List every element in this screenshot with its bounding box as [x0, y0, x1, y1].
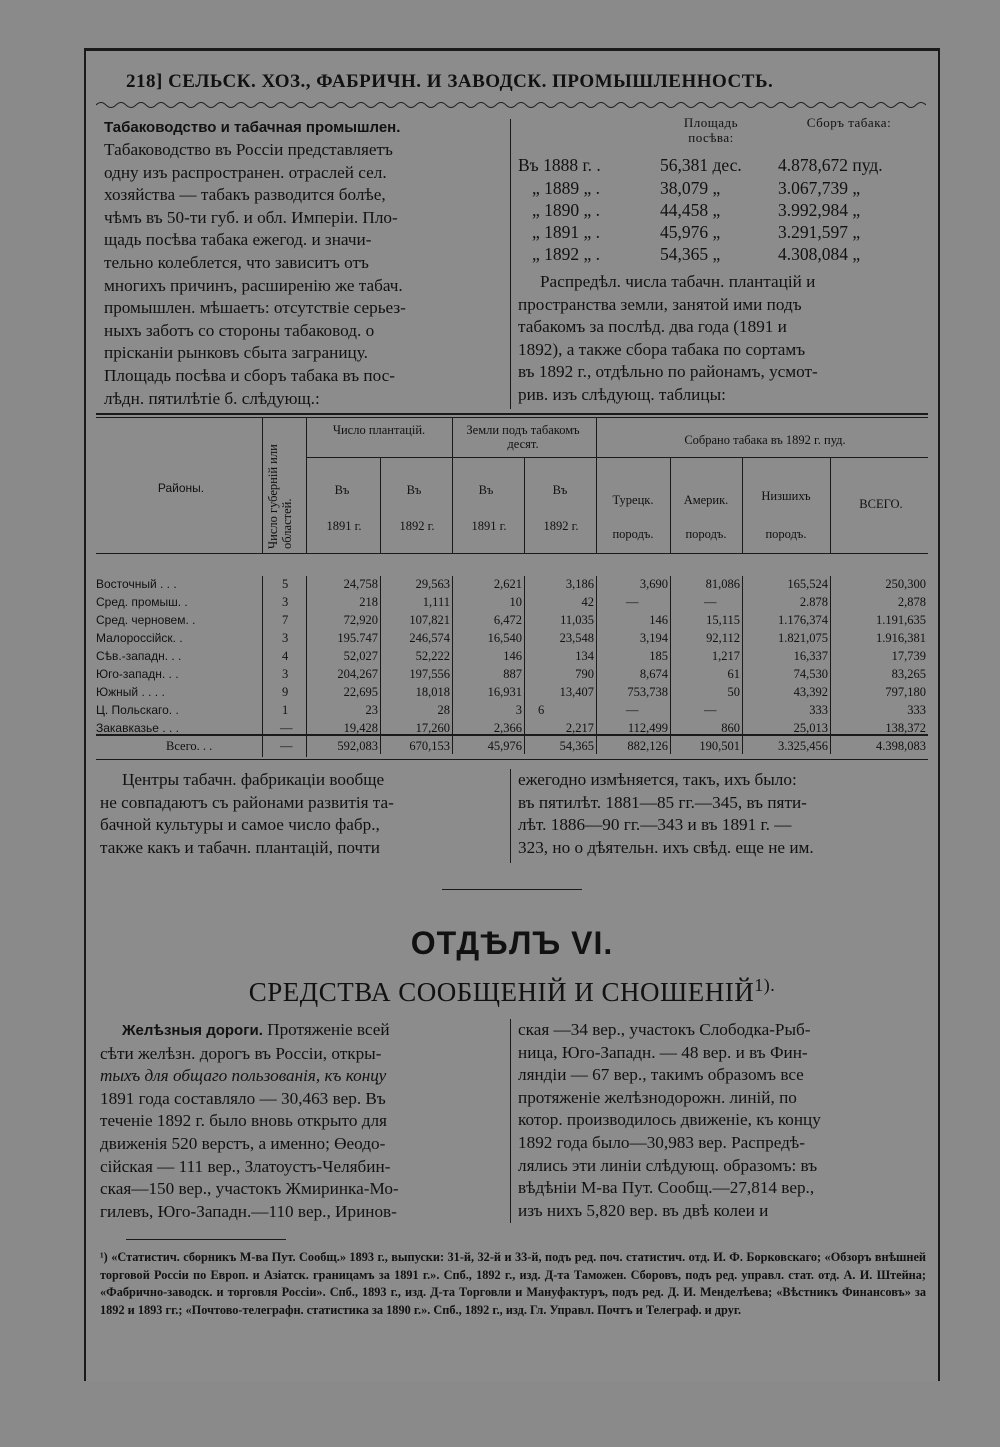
- table-vline: [670, 457, 671, 553]
- row-count: 1: [282, 703, 289, 717]
- row-turkish: 882,126: [627, 739, 668, 753]
- row-region: Закавказье . . .: [96, 721, 179, 735]
- header-turkish: Турецк. породъ.: [612, 493, 654, 541]
- row-turkish: 146: [649, 613, 668, 627]
- row-american: 81,086: [705, 577, 740, 591]
- row-count: 4: [282, 649, 289, 663]
- row-p91: 592,083: [337, 739, 378, 753]
- row-region: Малороссійск. .: [96, 631, 183, 645]
- row-count: 7: [282, 613, 289, 627]
- railways-line: сѣти желѣзн. дорогъ въ Россіи, откры-: [100, 1043, 382, 1063]
- row-lower: 16,337: [793, 649, 828, 663]
- factories-line: не совпадаютъ съ районами развитія та-: [100, 792, 394, 812]
- table-row: [96, 685, 936, 702]
- table-vline: [524, 457, 525, 553]
- row-count: 9: [282, 685, 289, 699]
- row-count: —: [280, 739, 293, 753]
- row-region: Всего. . .: [166, 739, 213, 753]
- header-lower: Низшихъ породъ.: [761, 489, 811, 541]
- row-total: 83,265: [891, 667, 926, 681]
- railways-line: ница, Юго-Западн. — 48 вер. и въ Фин-: [518, 1042, 808, 1062]
- row-total: 333: [907, 703, 926, 717]
- stats-followup: [518, 271, 922, 407]
- table-row: [96, 595, 936, 612]
- row-american: —: [704, 703, 717, 717]
- factories-line: бачной культуры и самое число фабр.,: [100, 815, 380, 835]
- row-p91: 218: [359, 595, 378, 609]
- row-p91: 19,428: [343, 721, 378, 735]
- header-1891: 1891 г.: [326, 519, 362, 533]
- stats-area: 54,365 „: [660, 244, 721, 264]
- railways-line: лялись эти линіи слѣдующ. образомъ: въ: [518, 1155, 818, 1175]
- header-v: Въ: [552, 483, 568, 497]
- row-p92: 17,260: [415, 721, 450, 735]
- table-row: [96, 649, 936, 666]
- followup-line: пространства земли, занятой ими подъ: [518, 294, 802, 314]
- factories-right: [518, 769, 922, 859]
- section-title: ОТДѢЛЪ VI.: [410, 925, 614, 961]
- row-l92: 13,407: [559, 685, 594, 699]
- table-row: [96, 631, 936, 648]
- stats-area: 38,079 „: [660, 178, 721, 198]
- row-lower: 165,524: [787, 577, 828, 591]
- row-l91: 887: [503, 667, 522, 681]
- section-separator: [442, 889, 582, 890]
- row-count: 3: [282, 595, 289, 609]
- row-l91: 10: [509, 595, 522, 609]
- stats-year: „ 1891 „ .: [532, 222, 601, 242]
- railways-line: протяженіе желѣзнодорожн. линій, по: [518, 1087, 797, 1107]
- table-rule-bottom: [96, 759, 928, 760]
- row-american: 860: [721, 721, 740, 735]
- factories-left: [100, 769, 506, 859]
- intro-column: [104, 117, 500, 410]
- followup-line: въ 1892 г., отдѣльно по районамъ, усмот-: [518, 362, 818, 382]
- row-turkish: 112,499: [627, 721, 668, 735]
- row-turkish: 8,674: [639, 667, 668, 681]
- row-p92: 18,018: [415, 685, 450, 699]
- row-p91: 22,695: [343, 685, 378, 699]
- intro-line: ныхъ заботъ со стороны табаковод. о: [104, 320, 375, 340]
- row-p91: 72,920: [343, 613, 378, 627]
- row-l91: 2,621: [493, 577, 522, 591]
- stats-year: „ 1889 „ .: [532, 178, 601, 198]
- railways-line: тыхъ для общаго пользованія, къ концу: [100, 1066, 387, 1086]
- row-l92: 23,548: [559, 631, 594, 645]
- stats-area: 44,458 „: [660, 200, 721, 220]
- intro-line: щадь посѣва табака ежегод. и значи-: [104, 230, 372, 250]
- header-plantations: Число плантацій.: [332, 423, 426, 437]
- column-divider: [510, 119, 511, 409]
- table-rule: [96, 553, 928, 554]
- railways-line: котор. производилось движеніе, къ концу: [518, 1110, 821, 1130]
- row-turkish: 3,194: [639, 631, 668, 645]
- table-rule: [96, 417, 928, 418]
- table-vline: [306, 737, 307, 757]
- row-total: 4.398,083: [876, 739, 926, 753]
- stats-header-area: Площадь посѣва:: [683, 115, 739, 145]
- footnote-rule: [126, 1239, 286, 1240]
- row-region: Южный . . . .: [96, 685, 165, 699]
- railways-line: теченіе 1892 г. было вновь открыто для: [100, 1111, 387, 1131]
- row-american: 92,112: [706, 631, 740, 645]
- row-p92: 670,153: [409, 739, 450, 753]
- followup-line: Распредѣл. числа табачн. плантацій и: [540, 272, 816, 291]
- row-lower: 25,013: [793, 721, 828, 735]
- stats-area: 45,976 „: [660, 222, 721, 242]
- row-l92: 2,217: [565, 721, 594, 735]
- row-p91: 24,758: [343, 577, 378, 591]
- railways-left: [100, 1019, 506, 1223]
- railways-line: движенія 520 верстъ, а именно; Өеодо-: [100, 1133, 386, 1153]
- row-l92: 54,365: [559, 739, 594, 753]
- section-subtitle-text: СРЕДСТВА СООБЩЕНІЙ И СНОШЕНІЙ: [248, 977, 755, 1007]
- row-p92: 246,574: [409, 631, 450, 645]
- stats-header-yield: Сборъ табака:: [806, 115, 892, 130]
- header-total: ВСЕГО.: [859, 497, 903, 511]
- row-lower: 43,392: [793, 685, 828, 699]
- stats-yield: 3.992,984 „: [778, 200, 861, 220]
- section-subtitle-footmark: 1).: [754, 975, 776, 995]
- table-vline: [452, 417, 453, 553]
- row-l92: 42: [581, 595, 594, 609]
- row-lower: 3.325,456: [778, 739, 828, 753]
- table-vline: [262, 417, 263, 553]
- running-head: 218] СЕЛЬСК. ХОЗ., ФАБРИЧН. И ЗАВОДСК. ПРОМЫШЛЕННОСТЬ.: [126, 71, 774, 92]
- table-row: [96, 613, 936, 630]
- table-vline: [830, 457, 831, 553]
- stats-row: [514, 244, 934, 266]
- table-vline: [596, 417, 597, 553]
- row-count: —: [280, 721, 293, 735]
- intro-line: Площадь посѣва и сборъ табака въ пос-: [104, 365, 395, 385]
- row-total: 17,739: [891, 649, 926, 663]
- row-lower: 1.821,075: [778, 631, 828, 645]
- row-region: Восточный . . .: [96, 577, 177, 591]
- row-l91: 6,472: [493, 613, 522, 627]
- railways-line-text: Протяженіе всей: [267, 1020, 390, 1039]
- row-region: Юго-западн. . .: [96, 667, 179, 681]
- intro-heading: Табаководство и табачная промышлен.: [104, 119, 401, 136]
- intro-line: многихъ причинъ, расширенію же табач.: [104, 275, 403, 295]
- row-l91: 2,366: [493, 721, 522, 735]
- header-v: Въ: [406, 483, 422, 497]
- railways-line: 1892 года было—30,983 вер. Распредѣ-: [518, 1132, 805, 1152]
- stats-area: 56,381 дес.: [660, 155, 742, 175]
- table-rule-top: [96, 413, 928, 415]
- wavy-rule: [96, 99, 926, 111]
- row-l92: 6: [538, 703, 545, 717]
- followup-line: рив. изъ слѣдующ. таблицы:: [518, 384, 726, 404]
- stats-year: „ 1892 „ .: [532, 244, 601, 264]
- header-v: Въ: [478, 483, 494, 497]
- railways-line: [100, 1019, 506, 1043]
- header-count: Число губерній или областей.: [266, 444, 294, 549]
- row-lower: 74,530: [793, 667, 828, 681]
- book-page: [84, 48, 940, 1381]
- stats-row: [514, 200, 934, 222]
- row-p91: 195.747: [337, 631, 378, 645]
- railways-heading: Желѣзныя дороги.: [122, 1022, 263, 1039]
- row-p92: 197,556: [409, 667, 450, 681]
- stats-yield: 4.878,672 пуд.: [778, 155, 883, 175]
- stats-row: [514, 222, 934, 244]
- factories-line: ежегодно измѣняется, такъ, ихъ было:: [518, 770, 797, 789]
- railways-line: 1891 года составляло — 30,463 вер. Въ: [100, 1088, 386, 1108]
- row-turkish: —: [626, 703, 639, 717]
- stats-yield: 4.308,084 „: [778, 244, 861, 264]
- row-american: 1,217: [711, 649, 740, 663]
- header-1891: 1891 г.: [471, 519, 507, 533]
- row-l91: 16,540: [487, 631, 522, 645]
- row-count: 3: [282, 631, 289, 645]
- table-row: [96, 667, 936, 684]
- row-american: 50: [727, 685, 740, 699]
- header-land: Земли подъ табакомъ десят.: [466, 423, 580, 451]
- row-turkish: —: [626, 595, 639, 609]
- intro-line: прісканіи рынковъ сбыта заграницу.: [104, 343, 368, 363]
- row-lower: 1.176,374: [778, 613, 828, 627]
- railways-line: вѣдѣніи М-ва Пут. Сообщ.—27,814 вер.,: [518, 1178, 815, 1198]
- row-region: Сред. промыш. .: [96, 595, 188, 609]
- row-p92: 29,563: [415, 577, 450, 591]
- row-total: 138,372: [885, 721, 926, 735]
- table-vline: [262, 737, 263, 757]
- header-1892: 1892 г.: [543, 519, 579, 533]
- stats-row: [514, 178, 934, 200]
- row-lower: 333: [809, 703, 828, 717]
- table-row: [96, 577, 936, 594]
- section-subtitle: [86, 975, 938, 1008]
- row-total: 797,180: [885, 685, 926, 699]
- intro-line: Табаководство въ Россіи представляетъ: [104, 140, 393, 159]
- railways-line: ляндіи — 67 вер., такимъ образомъ все: [518, 1065, 804, 1085]
- row-total: 2,878: [897, 595, 926, 609]
- row-american: 61: [727, 667, 740, 681]
- row-p92: 28: [437, 703, 450, 717]
- stats-yield: 3.291,597 „: [778, 222, 861, 242]
- row-turkish: 3,690: [639, 577, 668, 591]
- stats-row: [514, 155, 934, 177]
- factories-line: Центры табачн. фабрикаціи вообще: [122, 770, 385, 789]
- row-turkish: 185: [649, 649, 668, 663]
- row-american: —: [704, 595, 717, 609]
- intro-line: лѣдн. пятилѣтіе б. слѣдующ.:: [104, 388, 320, 408]
- column-divider: [510, 769, 511, 863]
- header-1892: 1892 г.: [399, 519, 435, 533]
- row-american: 190,501: [699, 739, 740, 753]
- railways-line: гилевъ, Юго-Западн.—110 вер., Иринов-: [100, 1201, 397, 1221]
- header-collected: Собрано табака въ 1892 г. пуд.: [684, 433, 846, 447]
- row-turkish: 753,738: [627, 685, 668, 699]
- followup-line: 1892), а также сбора табака по сортамъ: [518, 339, 806, 359]
- header-v: Въ: [334, 483, 350, 497]
- row-p91: 23: [365, 703, 378, 717]
- row-l92: 3,186: [565, 577, 594, 591]
- stats-year: „ 1890 „ .: [532, 200, 601, 220]
- row-region: Сред. черновем. .: [96, 613, 196, 627]
- intro-line: одну изъ распространен. отраслей сел.: [104, 162, 387, 182]
- railways-line: сійская — 111 вер., Златоустъ-Челябин-: [100, 1156, 391, 1176]
- table-vline: [742, 457, 743, 553]
- row-l92: 790: [575, 667, 594, 681]
- row-region: Ц. Польскаго. .: [96, 703, 179, 717]
- row-p91: 52,027: [343, 649, 378, 663]
- row-l91: 146: [503, 649, 522, 663]
- column-divider: [510, 1019, 511, 1223]
- followup-line: табакомъ за послѣд. два года (1891 и: [518, 317, 787, 337]
- row-p92: 52,222: [415, 649, 450, 663]
- intro-line: чѣмъ въ 50-ти губ. и обл. Имперіи. Пло-: [104, 207, 398, 227]
- row-p92: 1,111: [422, 595, 450, 609]
- row-l92: 134: [575, 649, 594, 663]
- intro-line: тельно колеблется, что зависитъ отъ: [104, 252, 369, 272]
- railways-line: ская—150 вер., участокъ Жмиринка-Мо-: [100, 1179, 399, 1199]
- table-rule: [306, 457, 928, 458]
- table-vline: [380, 457, 381, 553]
- row-total: 1.916,381: [876, 631, 926, 645]
- intro-line: промышлен. мѣшаетъ: отсутствіе серьез-: [104, 298, 406, 318]
- row-region: Сѣв.-западн. . .: [96, 649, 182, 663]
- factories-line: 323, но о дѣятельн. ихъ свѣд. еще не им.: [518, 837, 814, 857]
- row-count: 3: [282, 667, 289, 681]
- factories-line: также какъ и табачн. плантацій, почти: [100, 837, 380, 857]
- intro-line: хозяйства — табакъ разводится болѣе,: [104, 185, 386, 205]
- factories-line: въ пятилѣт. 1881—85 гг.—345, въ пяти-: [518, 792, 807, 812]
- row-american: 15,115: [706, 613, 740, 627]
- row-l91: 45,976: [487, 739, 522, 753]
- table-row: [96, 703, 936, 720]
- row-l91: 16,931: [487, 685, 522, 699]
- row-lower: 2.878: [799, 595, 828, 609]
- row-p92: 107,821: [409, 613, 450, 627]
- railways-line: изъ нихъ 5,820 вер. въ двѣ колеи и: [518, 1200, 769, 1220]
- row-l91: 3: [515, 703, 522, 717]
- stats-yield: 3.067,739 „: [778, 178, 861, 198]
- row-l92: 11,035: [560, 613, 594, 627]
- row-total: 250,300: [885, 577, 926, 591]
- row-total: 1.191,635: [876, 613, 926, 627]
- row-count: 5: [282, 577, 289, 591]
- stats-year: Въ 1888 г. .: [518, 155, 601, 175]
- factories-line: лѣт. 1886—90 гг.—343 и въ 1891 г. —: [518, 815, 792, 835]
- row-p91: 204,267: [337, 667, 378, 681]
- table-total-row: [96, 739, 936, 756]
- railways-line: ская —34 вер., участокъ Слободка-Рыб-: [518, 1020, 811, 1039]
- table-row: [96, 721, 936, 738]
- header-american: Америк. породъ.: [683, 493, 729, 541]
- table-vline: [306, 417, 307, 553]
- railways-right: [518, 1019, 922, 1222]
- header-regions: Районы.: [157, 481, 205, 495]
- footnote: ¹) «Статистич. сборникъ М-ва Пут. Сообщ.» 1893 г., выпуски: 31-й, 32-й и 33-й, подъ ред. поч. статистич. отд. И. Ф. Борковскаго; «Обзоръ внѣшней торговой Россіи по Европ. и Азіатск. границамъ за 1891 г.». Спб., 1892 г., изд. Д-та Таможен. Сборовъ, подъ ред. управл. стат. отд. А. И. Штейна; «Фабрично-заводск. и торговля Россіи». Спб., 1893 г., изд. Д-та Торговли и Мануфактуръ, подъ ред. Д. И. Менделѣева; «Вѣстникъ Финансовъ» за 1892 и 1893 гг.; «Почтово-телеграфн. статистика за 1890 г.». Спб., 1892 г., изд. Гл. Управл. Почтъ и Телеграф. и друг.: [100, 1250, 926, 1317]
